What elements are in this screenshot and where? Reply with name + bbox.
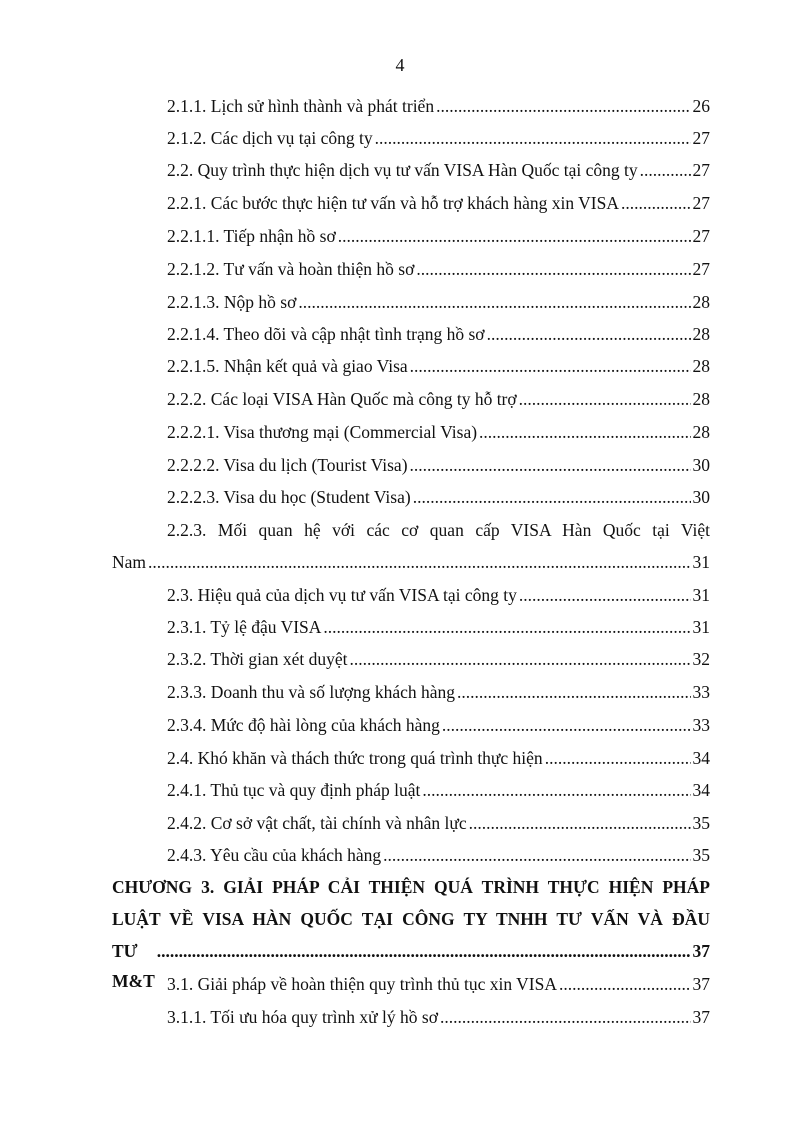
- toc-entry-page: 31: [692, 617, 710, 637]
- toc-entry: [112, 222, 710, 251]
- toc-entry: [112, 288, 710, 317]
- toc-leader-dots: [298, 288, 690, 317]
- toc-entry-page: 26: [692, 96, 710, 116]
- toc-entry-page: 28: [692, 422, 710, 442]
- toc-entry: [112, 841, 710, 870]
- page-number: 4: [395, 55, 405, 75]
- toc-entry-label: 2.2.2. Các loại VISA Hàn Quốc mà công ty hỗ trợ: [167, 389, 517, 409]
- toc-entry-page: 32: [692, 649, 710, 669]
- toc-entry: [112, 255, 710, 284]
- toc-entry-label: 2.2.1.3. Nộp hồ sơ: [167, 292, 297, 312]
- toc-leader-dots: [519, 581, 691, 610]
- toc-entry: [112, 809, 710, 838]
- toc-entry: [112, 352, 710, 381]
- toc-leader-dots: [487, 320, 691, 349]
- toc-leader-dots: [413, 483, 691, 512]
- toc-entry-page: 31: [692, 585, 710, 605]
- toc-leader-dots: [148, 548, 690, 577]
- toc-entry: [112, 1003, 710, 1032]
- toc-entry-page: 33: [692, 715, 710, 735]
- chapter-heading-line2: LUẬT VỀ VISA HÀN QUỐC TẠI CÔNG TY TNHH TƯ VẤN VÀ ĐẦU: [112, 909, 710, 929]
- chapter-heading-line1: CHƯƠNG 3. GIẢI PHÁP CẢI THIỆN QUÁ TRÌNH THỰC HIỆN PHÁP: [112, 877, 710, 897]
- chapter-heading-label: TƯ M&T: [112, 941, 155, 991]
- toc-entry-label: 2.1.1. Lịch sử hình thành và phát triển: [167, 96, 435, 116]
- toc-entry: [112, 678, 710, 707]
- toc-entry: [112, 645, 710, 674]
- toc-leader-dots: [410, 451, 691, 480]
- toc-entry-label: 2.2.2.2. Visa du lịch (Tourist Visa): [167, 455, 408, 475]
- toc-entry-page: 33: [692, 682, 710, 702]
- toc-entry-label: 2.3.1. Tỷ lệ đậu VISA: [167, 617, 322, 637]
- toc-entry-page: 27: [692, 259, 710, 279]
- toc-entry-page: 28: [692, 356, 710, 376]
- toc-leader-dots: [375, 124, 691, 153]
- toc-entry: [112, 124, 710, 153]
- toc-leader-dots: [416, 255, 690, 284]
- toc-entry-page: 34: [692, 780, 710, 800]
- toc-leader-dots: [440, 1003, 691, 1032]
- toc-leader-dots: [323, 613, 690, 642]
- toc-entry-label: 2.3.2. Thời gian xét duyệt: [167, 649, 348, 669]
- toc-entry: [112, 385, 710, 414]
- toc-leader-dots: [436, 92, 690, 121]
- toc-leader-dots: [442, 711, 691, 740]
- toc-entry-page: 37: [692, 974, 710, 994]
- toc-entry-label: 2.3.3. Doanh thu và số lượng khách hàng: [167, 682, 455, 702]
- toc-entry-label: 3.1. Giải pháp về hoàn thiện quy trình thủ tục xin VISA: [167, 974, 557, 994]
- toc-entry: [112, 970, 710, 999]
- toc-entry-label: 2.1.2. Các dịch vụ tại công ty: [167, 128, 373, 148]
- toc-leader-dots: [338, 222, 691, 251]
- toc-leader-dots: [469, 809, 691, 838]
- toc-entry: [112, 189, 710, 218]
- toc-entry-page: 30: [692, 487, 710, 507]
- toc-entry-page: 27: [692, 128, 710, 148]
- toc-leader-dots: [422, 776, 690, 805]
- toc-leader-dots: [545, 744, 691, 773]
- toc-leader-dots: [559, 970, 691, 999]
- toc-entry: [112, 776, 710, 805]
- toc-entry-label: 2.2.1.4. Theo dõi và cập nhật tình trạng hồ sơ: [167, 324, 485, 344]
- toc-entry: [112, 156, 710, 185]
- toc-entry-page: 28: [692, 324, 710, 344]
- toc-leader-dots: [410, 352, 691, 381]
- toc-entry-page: 31: [692, 552, 710, 572]
- toc-entry: [112, 483, 710, 512]
- toc-entry-page: 37: [692, 1007, 710, 1027]
- toc-entry: [112, 548, 710, 577]
- toc-entry-label: Nam: [112, 552, 147, 572]
- toc-entry-page: 27: [692, 193, 710, 213]
- toc-entry-label: 2.2.1. Các bước thực hiện tư vấn và hỗ trợ khách hàng xin VISA: [167, 193, 619, 213]
- toc-entry-page: 34: [692, 748, 710, 768]
- toc-leader-dots: [640, 156, 691, 185]
- toc-entry-label: 2.2.2.3. Visa du học (Student Visa): [167, 487, 411, 507]
- toc-entry: [112, 613, 710, 642]
- toc-entry: [112, 418, 710, 447]
- toc-leader-dots: [479, 418, 690, 447]
- toc-entry-label: 2.4.2. Cơ sở vật chất, tài chính và nhân lực: [167, 813, 467, 833]
- toc-entry-page: 30: [692, 455, 710, 475]
- toc-entry: [112, 451, 710, 480]
- toc-leader-dots: [519, 385, 691, 414]
- toc-entry: [112, 320, 710, 349]
- toc-entry-page: 35: [692, 845, 710, 865]
- toc-entry-page: 27: [692, 226, 710, 246]
- toc-entry-page: 27: [692, 160, 710, 180]
- toc-entry: [112, 711, 710, 740]
- toc-leader-dots: [383, 841, 690, 870]
- toc-entry-page: 37: [692, 941, 710, 961]
- toc-leader-dots: [157, 936, 691, 966]
- toc-entry-label: 3.1.1. Tối ưu hóa quy trình xử lý hồ sơ: [167, 1007, 438, 1027]
- toc-entry-label: 2.3. Hiệu quả của dịch vụ tư vấn VISA tại công ty: [167, 585, 517, 605]
- toc-entry-label: 2.4.3. Yêu cầu của khách hàng: [167, 845, 382, 865]
- toc-entry-page: 28: [692, 292, 710, 312]
- toc-entry-page: 35: [692, 813, 710, 833]
- toc-entry-page: 28: [692, 389, 710, 409]
- toc-leader-dots: [621, 189, 691, 218]
- toc-entry-line1: 2.2.3. Mối quan hệ với các cơ quan cấp VISA Hàn Quốc tại Việt: [167, 520, 710, 540]
- toc-entry-label: 2.2.2.1. Visa thương mại (Commercial Visa): [167, 422, 478, 442]
- toc-entry-label: 2.2.1.1. Tiếp nhận hồ sơ: [167, 226, 336, 246]
- toc-entry: [112, 581, 710, 610]
- toc-entry-label: 2.4.1. Thủ tục và quy định pháp luật: [167, 780, 421, 800]
- toc-leader-dots: [457, 678, 691, 707]
- toc-entry-label: 2.3.4. Mức độ hài lòng của khách hàng: [167, 715, 440, 735]
- toc-entry-label: 2.2.1.2. Tư vấn và hoàn thiện hồ sơ: [167, 259, 415, 279]
- toc-leader-dots: [350, 645, 691, 674]
- toc-entry: [112, 92, 710, 121]
- toc-entry-label: 2.4. Khó khăn và thách thức trong quá trình thực hiện: [167, 748, 543, 768]
- toc-entry-label: 2.2.1.5. Nhận kết quả và giao Visa: [167, 356, 408, 376]
- toc-entry: [112, 744, 710, 773]
- toc-entry-label: 2.2. Quy trình thực hiện dịch vụ tư vấn VISA Hàn Quốc tại công ty: [167, 160, 638, 180]
